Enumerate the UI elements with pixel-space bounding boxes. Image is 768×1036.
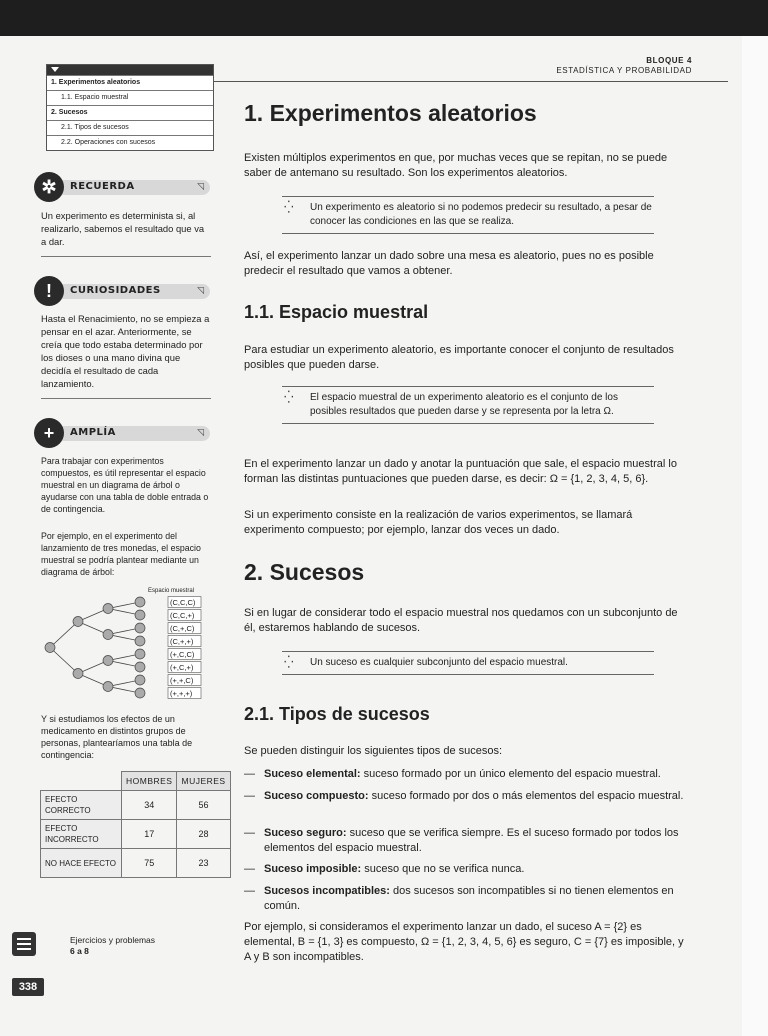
section-1-1-paragraph: Para estudiar un experimento aleatorio, es importante conocer el conjunto de resultados posibles que pueden darse.: [244, 344, 674, 371]
coin-icon: [135, 675, 145, 685]
gear-icon: ✲: [34, 172, 64, 202]
coin-icon: [103, 604, 113, 614]
definition-text: Un suceso es cualquier subconjunto del espacio muestral.: [310, 657, 568, 668]
coin-icon: [135, 597, 145, 607]
exercises-label: Ejercicios y problemas: [70, 935, 156, 945]
coin-icon: [135, 649, 145, 659]
term-description: suceso que se verifica siempre. Es el suceso formado por todos los elementos del espacio muestral.: [264, 827, 679, 854]
amplia-p2: Por ejemplo, en el experimento del lanzamiento de tres monedas, el espacio muestral se podría plantear mediante un diagrama de árbol:: [41, 531, 201, 577]
term: Suceso elemental:: [264, 768, 361, 780]
term: Suceso seguro:: [264, 827, 347, 839]
row-header: EFECTO INCORRECTO: [41, 820, 122, 849]
definition-box: [282, 196, 654, 234]
outcome-label: (C,+,C): [170, 624, 195, 633]
table-of-contents: [46, 64, 214, 151]
sparkle-icon: ⁛: [284, 655, 292, 669]
coin-icon: [135, 662, 145, 672]
coin-icon: [135, 610, 145, 620]
table-header-row: [41, 772, 231, 791]
chevron-icon: ◹: [197, 427, 204, 437]
table-cell: 34: [122, 791, 177, 820]
divider: [41, 398, 211, 399]
toc-item[interactable]: 2. Sucesos: [47, 105, 213, 120]
table-cell: 75: [122, 849, 177, 878]
amplia-p1: Para trabajar con experimentos compuestos, es útil representar el espacio muestral en un diagrama de árbol o ayudarse con una tabla de doble entrada o de contingencia.: [41, 456, 209, 514]
definition-box: [282, 651, 654, 675]
coin-icon: [135, 636, 145, 646]
triangle-down-icon: [51, 67, 59, 72]
amplia-p3: Y si estudiamos los efectos de un medicamento en distintos grupos de personas, plantearíamos una tabla de contingencia:: [41, 714, 193, 760]
column-header: HOMBRES: [122, 772, 177, 791]
tree-caption: Espacio muestral: [148, 588, 195, 594]
toc-item[interactable]: 2.2. Operaciones con sucesos: [47, 135, 213, 150]
chevron-icon: ◹: [197, 285, 204, 295]
row-header: NO HACE EFECTO: [41, 849, 122, 878]
term-description: suceso que no se verifica nunca.: [361, 863, 525, 875]
recuerda-text: Un experimento es determinista si, al realizarlo, sabemos el resultado que va a dar.: [41, 210, 205, 247]
curiosidades-header: [34, 276, 210, 306]
section-1-1-title: 1.1. Espacio muestral: [244, 302, 429, 322]
section-1-title: 1. Experimentos aleatorios: [244, 100, 537, 126]
outcome-label: (C,C,+): [170, 611, 195, 620]
definition-text: Un experimento es aleatorio si no podemos predecir su resultado, a pesar de conocer las condiciones en las que se realiza.: [310, 202, 652, 227]
page-number: 338: [12, 978, 44, 996]
coin-icon: [135, 623, 145, 633]
amplia-title: AMPLÍA: [70, 427, 116, 438]
table-cell: 28: [177, 820, 230, 849]
contingency-table: [40, 771, 231, 878]
table-cell: 17: [122, 820, 177, 849]
term: Sucesos incompatibles:: [264, 885, 390, 897]
term: Suceso imposible:: [264, 863, 362, 875]
definition-box: [282, 386, 654, 424]
chevron-icon: ◹: [197, 181, 204, 191]
term: Suceso compuesto:: [264, 790, 369, 802]
coin-icon: [103, 630, 113, 640]
outcome-label: (+,C,C): [170, 650, 195, 659]
section-2-1-intro: Se pueden distinguir los siguientes tipos de sucesos:: [244, 745, 503, 757]
coin-icon: [135, 688, 145, 698]
outcome-label: (+,C,+): [170, 663, 194, 672]
exclamation-icon: !: [34, 276, 64, 306]
list-icon: [12, 932, 36, 956]
sparkle-icon: ⁛: [284, 390, 292, 404]
outcome-label: (+,+,C): [170, 676, 194, 685]
table-cell: 56: [177, 791, 230, 820]
coin-icon: [73, 617, 83, 627]
block-subject: ESTADÍSTICA Y PROBABILIDAD: [556, 66, 692, 75]
toc-item[interactable]: 2.1. Tipos de sucesos: [47, 120, 213, 135]
tree-branch: [50, 622, 78, 648]
curiosidades-text: Hasta el Renacimiento, no se empieza a pensar en el azar. Anteriormente, se creía que todo estaba determinado por los dioses o una mano divina que decidía el resultado de cada lanzamiento.: [41, 313, 210, 389]
coin-icon: [103, 656, 113, 666]
section-2-1-title: 2.1. Tipos de sucesos: [244, 704, 430, 724]
coin-icon: [45, 643, 55, 653]
term-description: suceso formado por dos o más elementos del espacio muestral.: [368, 790, 684, 802]
section-1-paragraph: Existen múltiplos experimentos en que, por muchas veces que se repitan, no se puede saber de antemano su resultado. Son los experimentos aleatorios.: [244, 152, 668, 179]
block-header: [556, 56, 692, 76]
top-dark-band: [0, 0, 768, 36]
coin-icon: [73, 669, 83, 679]
toc-item[interactable]: 1.1. Espacio muestral: [47, 90, 213, 105]
divider: [41, 256, 211, 257]
table-cell: 23: [177, 849, 230, 878]
outcome-label: (C,C,C): [170, 598, 196, 607]
definition-text: El espacio muestral de un experimento aleatorio es el conjunto de los posibles resultados que pueden darse y se representa por la letra Ω.: [310, 392, 618, 417]
table-row: [41, 791, 231, 820]
recuerda-title: RECUERDA: [70, 181, 135, 192]
exercises-range: 6 a 8: [70, 946, 89, 956]
recuerda-header: [34, 172, 210, 202]
block-number: BLOQUE 4: [646, 56, 692, 65]
section-2-paragraph: Si en lugar de considerar todo el espacio muestral nos quedamos con un subconjunto de él, estaremos hablando de sucesos.: [244, 607, 678, 634]
toc-header: [47, 65, 213, 75]
table-row: [41, 820, 231, 849]
table-corner: [41, 772, 122, 791]
outcome-label: (C,+,+): [170, 637, 194, 646]
toc-item[interactable]: 1. Experimentos aleatorios: [47, 75, 213, 90]
term-description: suceso formado por un único elemento del espacio muestral.: [360, 768, 661, 780]
curiosidades-title: CURIOSIDADES: [70, 285, 161, 296]
section-2-1-example: Por ejemplo, si consideramos el experimento lanzar un dado, el suceso A = {2} es elemental, B = {1, 3} es compuesto, Ω = {1, 2, 3, 4, 5, 6} es seguro, C = {7} es imposible, y A y B son incompatibles.: [244, 921, 684, 963]
page-edge: [742, 36, 768, 1036]
section-1-1-paragraph-3: Si un experimento consiste en la realización de varios experimentos, se llamará experimento compuesto; por ejemplo, lanzar dos veces un dado.: [244, 509, 633, 536]
coin-icon: [103, 682, 113, 692]
tree-branch: [50, 648, 78, 674]
section-2-title: 2. Sucesos: [244, 559, 365, 585]
section-1-1-paragraph-2: En el experimento lanzar un dado y anotar la puntuación que sale, el espacio muestral lo forman las distintas puntuaciones que pueden darse, es decir: Ω = {1, 2, 3, 4, 5, 6}.: [244, 458, 677, 485]
column-header: MUJERES: [177, 772, 230, 791]
amplia-header: [34, 418, 210, 448]
section-1-paragraph-2: Así, el experimento lanzar un dado sobre una mesa es aleatorio, pues no es posible predecir el resultado que vamos a obtener.: [244, 250, 654, 277]
probability-tree: [40, 596, 210, 702]
sparkle-icon: ⁛: [284, 200, 292, 214]
row-header: EFECTO CORRECTO: [41, 791, 122, 820]
term-description: dos sucesos son incompatibles si no tienen elementos en común.: [264, 885, 674, 912]
outcome-label: (+,+,+): [170, 689, 193, 698]
header-rule: [214, 81, 728, 82]
plus-icon: +: [34, 418, 64, 448]
table-row: [41, 849, 231, 878]
